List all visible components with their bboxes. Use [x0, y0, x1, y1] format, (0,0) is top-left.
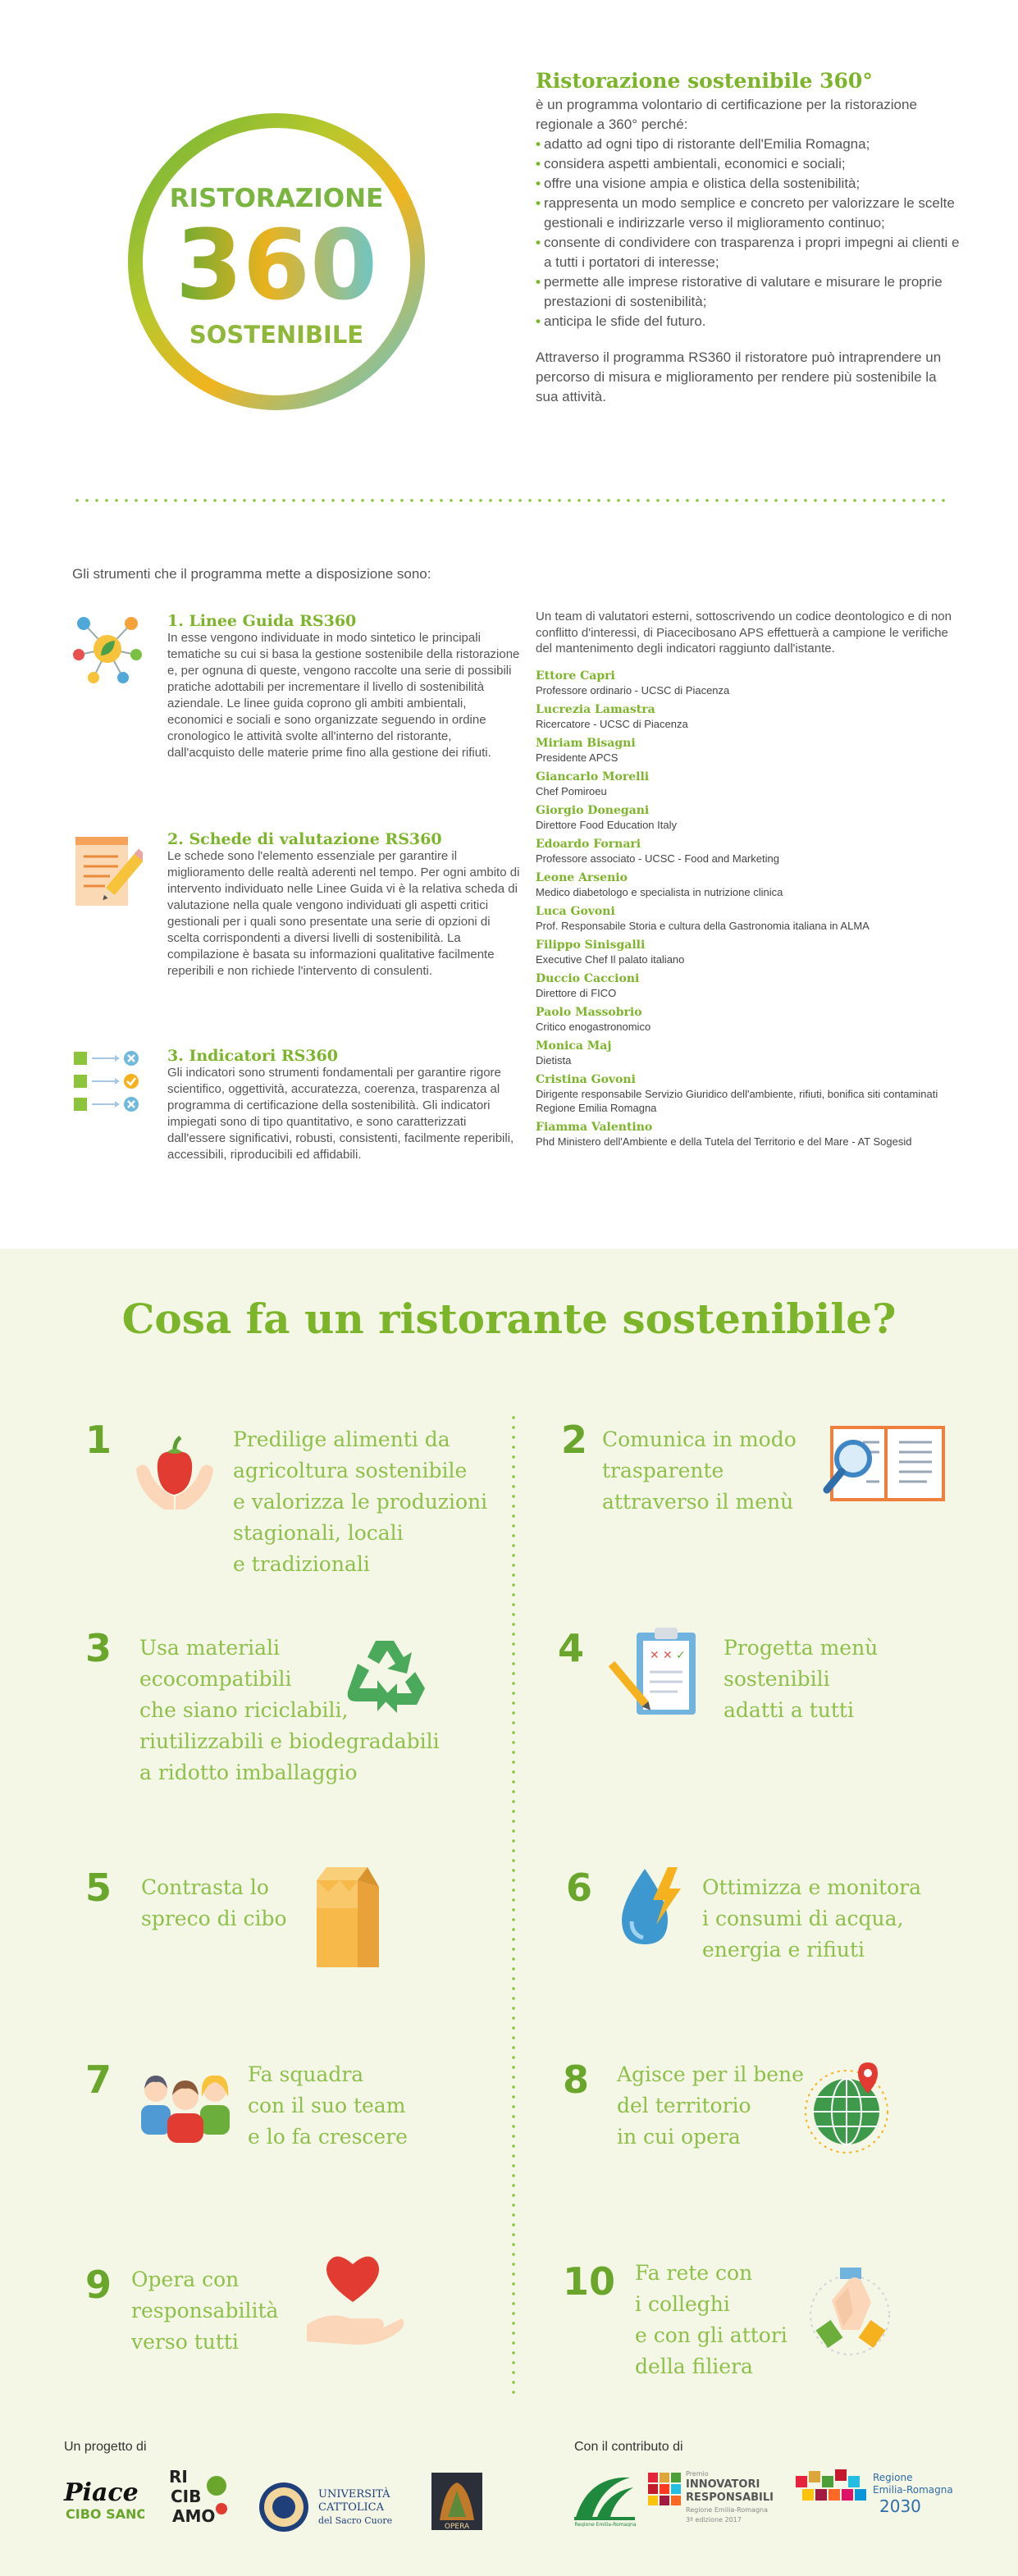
member-role: Dirigente responsabile Servizio Giuridico dell'ambiente, rifiuti, bonifica siti contaminati Regione Emilia Romagna: [536, 1087, 938, 1114]
intro-bullet: • rappresenta un modo semplice e concreto per valorizzare le scelte gestionali e indirizzarle verso il miglioramento continuo;: [536, 194, 962, 233]
svg-text:Premio: Premio: [686, 2470, 709, 2478]
item-text: Agisce per il bene del territorio in cui opera: [617, 2062, 804, 2149]
tool-title: 1. Linee Guida RS360: [167, 612, 357, 630]
logo-bottom-word: SOSTENIBILE: [189, 321, 364, 349]
svg-text:✕: ✕: [663, 1649, 673, 1662]
member-name: Miriam Bisagni: [536, 736, 636, 750]
intro-bullet: • consente di condividere con trasparenza i propri impegni ai clienti e a tutti i portatori di interesse;: [536, 233, 962, 272]
tool-text: Le schede sono l'elemento essenziale per garantire il miglioramento delle realtà aderenti nel tempo. Per ogni ambito di intervento individuato nelle Linee Guida vi è la relativa scheda di valutazione nella quale vengono individuati gli aspetti critici gestionali per i quali sono presentate una serie di opzioni di scelta corrispondenti a diversi livelli di sostenibilità. La compilazione è basata su informazioni qualitative facilmente reperibili e non richiede l'intervento di consulenti.: [167, 849, 520, 978]
member-name: Monica Maj: [536, 1039, 612, 1053]
tool-guidelines: [72, 612, 519, 809]
dotted-divider: [72, 499, 950, 502]
vertical-dotted-divider: [512, 1413, 515, 2397]
item-text: Comunica in modo trasparente attraverso il menù: [602, 1427, 797, 1514]
hand-heart-icon: [304, 2249, 407, 2352]
team-member: [536, 770, 962, 798]
menu-magnifier-icon: [820, 1423, 952, 1509]
member-name: Paolo Massobrio: [536, 1005, 642, 1019]
item-number: 7: [85, 2058, 112, 2102]
team-intro: Un team di valutatori esterni, sottoscrivendo un codice deontologico e di non conflitto d'interessi, di Piacecibosano APS effettuerà a campione le verifiche del mantenimento degli indicatori raggiunto dall'istante.: [536, 610, 952, 655]
svg-text:3ª edizione 2017: 3ª edizione 2017: [686, 2516, 742, 2523]
team-member: [536, 1120, 962, 1149]
member-name: Cristina Govoni: [536, 1072, 636, 1086]
tool-title: 3. Indicatori RS360: [167, 1047, 338, 1065]
tool-indicators: [72, 1047, 519, 1194]
member-role: Dietista: [536, 1053, 572, 1066]
intro-bullet: • offre una visione ampia e olistica della sostenibilità;: [536, 174, 962, 194]
opera-logo: [428, 2471, 486, 2536]
svg-text:OPERA: OPERA: [444, 2523, 470, 2531]
item-number: 9: [85, 2263, 112, 2307]
item-text: Usa materiali ecocompatibili che siano riciclabili, riutilizzabili e biodegradabili a ridotto imballaggio: [139, 1636, 440, 1784]
clipboard-menu-icon: [609, 1623, 715, 1733]
member-role: Prof. Responsabile Storia e cultura della Gastronomia italiana in ALMA: [536, 919, 870, 932]
intro-lead: è un programma volontario di certificazione per la ristorazione regionale a 360° perché:: [536, 97, 917, 132]
document-pencil-icon: [72, 830, 143, 904]
item-number: 2: [561, 1418, 588, 1462]
member-name: Giorgio Donegani: [536, 803, 650, 817]
member-name: Filippo Sinisgalli: [536, 938, 646, 952]
item-text: Contrasta lo spreco di cibo: [141, 1875, 287, 1930]
intro-bullet: • considera aspetti ambientali, economici e sociali;: [536, 154, 962, 174]
svg-text:CIB: CIB: [171, 2487, 202, 2506]
member-role: Presidente APCS: [536, 751, 619, 764]
member-name: Lucrezia Lamastra: [536, 702, 655, 716]
team-member: [536, 870, 962, 899]
regione-er-logo: [573, 2469, 638, 2531]
innovatori-responsabili-logo: [646, 2466, 783, 2531]
svg-text:Piace: Piace: [64, 2478, 139, 2507]
team-member: [536, 904, 962, 933]
member-role: Ricercatore - UCSC di Piacenza: [536, 717, 688, 730]
intro-bullets: [536, 135, 962, 331]
team-member: [536, 938, 962, 966]
team-people-icon: [138, 2064, 233, 2147]
item-number: 10: [563, 2259, 616, 2304]
member-role: Direttore di FICO: [536, 986, 617, 999]
item-text: Fa squadra con il suo team e lo fa crescere: [248, 2062, 408, 2149]
svg-text:RI: RI: [169, 2467, 188, 2487]
checklist-icon: [72, 1047, 143, 1121]
member-role: Medico diabetologo e specialista in nutrizione clinica: [536, 885, 783, 898]
member-role: Executive Chef Il palato italiano: [536, 952, 685, 966]
item-text: Ottimizza e monitora i consumi di acqua, energia e rifiuti: [702, 1875, 922, 1962]
network-leaf-icon: [72, 612, 143, 686]
paper-bag-icon: [307, 1864, 389, 1975]
svg-text:RESPONSABILI: RESPONSABILI: [686, 2492, 774, 2504]
team-member: [536, 702, 962, 731]
item-number: 1: [85, 1418, 112, 1462]
intro-bullet: • permette alle imprese ristorative di valutare e misurare le proprie prestazioni di sostenibilità;: [536, 272, 962, 312]
hands-pepper-icon: [131, 1427, 218, 1519]
svg-text:Emilia-Romagna: Emilia-Romagna: [873, 2484, 953, 2496]
item-number: 3: [85, 1626, 112, 1670]
tools-intro: Gli strumenti che il programma mette a disposizione sono:: [72, 566, 431, 582]
piace-cibo-sano-logo: [62, 2476, 144, 2529]
logo-top-word: RISTORAZIONE: [169, 184, 384, 213]
ricibiamo-logo: [161, 2463, 236, 2531]
team-member: [536, 971, 962, 1000]
member-name: Luca Govoni: [536, 904, 615, 918]
team-member: [536, 803, 962, 832]
member-name: Leone Arsenio: [536, 870, 628, 884]
item-text: Progetta menù sostenibili adatti a tutti: [724, 1636, 879, 1722]
svg-text:CIBO SANO: CIBO SANO: [66, 2506, 144, 2522]
section-title: Cosa fa un ristorante sostenibile?: [121, 1295, 897, 1343]
water-energy-icon: [610, 1862, 692, 1957]
member-role: Direttore Food Education Italy: [536, 818, 677, 831]
svg-text:INNOVATORI: INNOVATORI: [686, 2478, 760, 2491]
intro-block: [536, 69, 962, 407]
recycle-icon: [343, 1634, 431, 1720]
team-member: [536, 1005, 962, 1034]
item-text: Opera con responsabilità verso tutti: [131, 2268, 279, 2354]
team-member: [536, 837, 962, 866]
rs360-logo: [120, 105, 433, 418]
member-name: Duccio Caccioni: [536, 971, 640, 985]
tool-text: Gli indicatori sono strumenti fondamentali per garantire rigore scientifico, oggettività, accuratezza, coerenza, trasparenza al programma di certificazione della sostenibilità. Gli indicatori impiegati sono di tipo quantitativo, e sono caratterizzati dall'essere significativi, robusti, consistenti, facilmente reperibili, accessibili, riproducibili ed affidabili.: [167, 1066, 514, 1162]
team-member: [536, 1072, 962, 1115]
member-name: Ettore Capri: [536, 669, 615, 683]
intro-title: Ristorazione sostenibile 360°: [536, 69, 873, 93]
handshake-icon: [802, 2263, 897, 2365]
item-number: 5: [85, 1866, 112, 1910]
tool-evaluation-sheets: [72, 830, 519, 1027]
intro-bullet: • anticipa le sfide del futuro.: [536, 312, 962, 331]
member-role: Professore associato - UCSC - Food and Marketing: [536, 852, 779, 865]
team-member: [536, 1039, 962, 1067]
item-text: Predilige alimenti da agricoltura sostenibile e valorizza le produzioni stagionali, locali e tradizionali: [233, 1427, 488, 1576]
member-name: Fiamma Valentino: [536, 1120, 653, 1134]
item-text: Fa rete con i colleghi e con gli attori della filiera: [635, 2261, 787, 2378]
evaluators-team: [536, 609, 962, 1153]
item-number: 4: [558, 1626, 585, 1670]
member-role: Phd Ministero dell'Ambiente e della Tutela del Territorio e del Mare - AT Sogesid: [536, 1135, 912, 1148]
ucsc-logo: [256, 2479, 395, 2541]
svg-text:2030: 2030: [879, 2496, 921, 2516]
svg-text:UNIVERSITÀ: UNIVERSITÀ: [318, 2488, 390, 2501]
svg-text:✕: ✕: [650, 1649, 660, 1662]
svg-text:Regione Emilia-Romagna: Regione Emilia-Romagna: [686, 2506, 768, 2514]
member-name: Giancarlo Morelli: [536, 770, 650, 783]
intro-outro: Attraverso il programma RS360 il ristoratore può intraprendere un percorso di misura e miglioramento per rendere più sostenibile la sua attività.: [536, 349, 942, 404]
logo-number: 360: [175, 208, 378, 322]
member-name: Edoardo Fornari: [536, 837, 641, 851]
globe-location-icon: [801, 2061, 896, 2160]
svg-text:Regione: Regione: [873, 2472, 913, 2483]
svg-text:CATTOLICA: CATTOLICA: [318, 2501, 384, 2514]
project-label: Un progetto di: [64, 2440, 147, 2454]
svg-text:Regione Emilia-Romagna: Regione Emilia-Romagna: [574, 2522, 637, 2527]
intro-bullet: • adatto ad ogni tipo di ristorante dell'Emilia Romagna;: [536, 135, 962, 154]
team-member: [536, 669, 962, 697]
er-2030-logo: [794, 2464, 958, 2523]
tool-title: 2. Schede di valutazione RS360: [167, 830, 442, 848]
tool-text: In esse vengono individuate in modo sintetico le principali tematiche su cui si basa la gestione sostenibile della ristorazione e, per ognuna di queste, vengono raccolte una serie di possibili pratiche adottabili per incrementare il livello di sostenibilità aziendale. Le linee guida coprono gli ambiti ambientali, economici e sociali e sono organizzate seguendo in ordine cronologico le attività svolte all'interno del ristorante, dall'acquisto delle materie prime fino alla gestione dei rifiuti.: [167, 631, 520, 760]
contribution-label: Con il contributo di: [574, 2440, 683, 2454]
team-member: [536, 736, 962, 765]
member-role: Professore ordinario - UCSC di Piacenza: [536, 683, 730, 697]
item-number: 8: [563, 2058, 590, 2102]
svg-text:del Sacro Cuore: del Sacro Cuore: [318, 2515, 393, 2526]
item-number: 6: [566, 1866, 593, 1910]
member-role: Critico enogastronomico: [536, 1020, 651, 1033]
member-role: Chef Pomiroeu: [536, 784, 607, 797]
svg-text:AMO: AMO: [172, 2506, 216, 2526]
svg-text:✓: ✓: [676, 1649, 686, 1662]
